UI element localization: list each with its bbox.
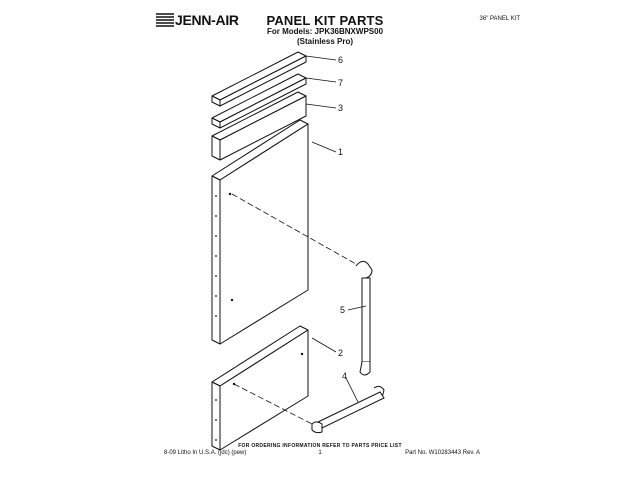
vertical-handle-5	[356, 261, 372, 375]
page-number: 1	[318, 450, 322, 456]
callout-3: 3	[338, 103, 344, 113]
callout-4: 4	[342, 371, 348, 381]
lower-door-panel-2	[212, 326, 308, 450]
callout-7: 7	[338, 78, 344, 88]
page-title: PANEL KIT PARTS	[266, 13, 384, 28]
ordering-note: FOR ORDERING INFORMATION REFER TO PARTS PRICE LIST	[238, 443, 402, 449]
brand-name: JENN-AIR	[175, 12, 239, 28]
kit-label: 36" PANEL KIT	[479, 16, 520, 22]
callout-5: 5	[340, 305, 346, 315]
horizontal-handle-4	[312, 386, 384, 432]
callout-6: 6	[338, 55, 344, 65]
litho-info: 8-09 Litho In U.S.A. (jdc) (pew)	[164, 450, 247, 456]
callout-2: 2	[338, 348, 344, 358]
callout-1: 1	[338, 147, 344, 157]
variant-line: (Stainless Pro)	[296, 37, 353, 46]
models-line: For Models: JPK36BNXWPS00	[266, 27, 384, 36]
part-number: Part No. W10283443 Rev. A	[405, 450, 480, 456]
callout-labels	[338, 55, 347, 381]
callout-leaders	[306, 56, 366, 402]
